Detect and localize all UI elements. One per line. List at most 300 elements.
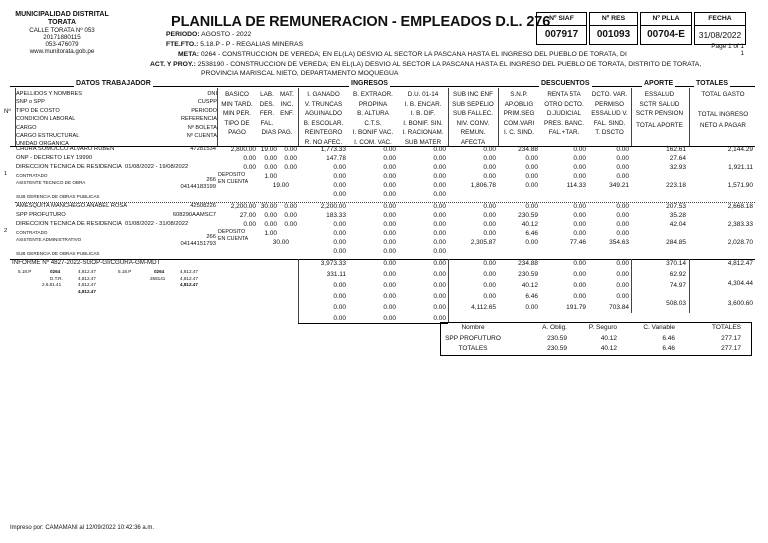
table-rule	[498, 88, 499, 146]
cell-col-headers-datos-right-3: REFERENCIA	[180, 116, 217, 123]
cell-workers-1-dni: 42508226	[190, 203, 216, 209]
cell-workers-1-c3-4: 0.00	[433, 239, 446, 246]
cell-resumen-left-col3-2: 4,812.47	[78, 282, 96, 287]
cell-workers-1-inc: 0.00	[284, 212, 297, 219]
cell-totals-c4-1: 0.00	[483, 271, 496, 278]
cell-col-headers-datos-right-5: Nº CUENTA	[186, 133, 217, 140]
cell-workers-0-boleta: 266	[206, 177, 216, 183]
cell-col-headers-c9-0: TOTAL GASTO	[701, 91, 745, 98]
cell-col-headers-c2-3: C.T.S.	[364, 119, 382, 127]
cell-workers-1-c6-3: 0.00	[573, 230, 586, 237]
cell-workers-1-c5-3: 6.46	[525, 230, 538, 237]
cell-col-headers-c4-3: NIV. CONV.	[456, 119, 490, 127]
cell-workers-0-c3-4: 0.00	[433, 182, 446, 189]
cell-totals-c3-1: 0.00	[433, 271, 446, 278]
cell-col-headers-c7-4: T. DSCTO	[595, 129, 624, 137]
cell-workers-0-c8-3: 223.18	[666, 182, 686, 189]
cell-workers-1-c1-3: 0.00	[333, 230, 346, 237]
cell-workers-0-c4-1: 0.00	[483, 155, 496, 162]
cell-header-boxes-0-value: 007917	[544, 29, 579, 40]
cell-workers-1-dias-pag: 30.00	[272, 239, 289, 246]
cell-workers-1-unidad: SUB GERENCIA DE OBRAS PUBLICAS	[16, 251, 100, 256]
cell-workers-1-c9-2: 2,028.70	[727, 239, 753, 246]
periodo-line	[166, 31, 251, 39]
cell-workers-1-c5-1: 230.59	[518, 212, 538, 219]
org-ruc: 20171880115	[43, 34, 81, 42]
cell-col-headers-c3-3: I. BONIF. SIN.	[403, 119, 443, 127]
cell-col-headers-mat-2: ENF.	[280, 110, 294, 118]
cell-resumen-left-col5-1: 268141	[150, 275, 166, 281]
cell-col-headers-basico-2: MIN PER.	[223, 110, 251, 118]
siaf-box	[536, 12, 587, 45]
cell-totals-c4-2: 0.00	[483, 282, 496, 289]
cell-resumen-left-col2-1: D.T.R.	[50, 275, 63, 281]
org-name: MUNICIPALIDAD DISTRITAL	[15, 11, 109, 18]
cell-col-headers-c4-0: SUB INC ENF	[453, 91, 493, 98]
cell-workers-1-fer: 0.00	[264, 221, 277, 228]
meta-line	[178, 51, 627, 59]
cell-workers-0-name: CHURA SOMOCCO ALVARO RUBEN	[16, 146, 115, 152]
table-rule	[631, 88, 632, 146]
cell-totals-c1-3: 0.00	[333, 293, 346, 300]
cell-workers-0-fal: 1.00	[264, 173, 277, 180]
cell-workers-0-c7-1: 0.00	[616, 155, 629, 162]
cell-totals-c5-1: 230.59	[518, 271, 538, 278]
cell-afp-table-rows-1-3: 6.46	[662, 345, 675, 352]
cell-workers-0-c7-0: 0.00	[616, 146, 629, 153]
cell-workers-1-name: AMESQUITA MANCHEGO ANABEL ROSA	[16, 203, 128, 209]
cell-totals-c7-4: 703.84	[609, 304, 629, 311]
cell-workers-0-c3-5: 0.00	[433, 191, 446, 198]
cell-workers-1-c7-1: 0.00	[616, 212, 629, 219]
actproy-value: 2538190 - CONSTRUCCION DE VEREDA; EN EL(LA) DESVIO AL SECTOR LA PASCANA HASTA EL INGRESO DEL PUEBLO DE TORATA, DISTRITO DE TORATA,	[197, 61, 702, 68]
cell-resumen-left-col3-0: 4,812.47	[78, 269, 96, 274]
cell-workers-1-c3-0: 0.00	[433, 203, 446, 210]
table-rule	[298, 323, 448, 324]
cell-workers-1-c9-1: 2,383.33	[727, 221, 753, 228]
page-count	[700, 43, 744, 58]
cell-workers-1-des: 0.00	[264, 212, 277, 219]
col-desc-1	[498, 90, 540, 138]
cell-workers-1-c6-0: 0.00	[573, 203, 586, 210]
cell-resumen-left-col1-0: 5.18.P	[18, 269, 32, 274]
cell-workers-1-c2-3: 0.00	[383, 230, 396, 237]
cell-totals-c1-1: 331.11	[326, 271, 346, 278]
fuente-line	[166, 41, 303, 49]
col-datos-right	[160, 90, 217, 140]
cell-totals-c1-4: 0.00	[333, 304, 346, 311]
cell-totals-c3-5: 0.00	[433, 315, 446, 322]
cell-workers-0-c6-1: 0.00	[573, 155, 586, 162]
cell-col-headers-lab-0: LAB.	[260, 91, 274, 98]
cell-workers-1-lab: 30.00	[260, 203, 277, 210]
cell-workers-0-min-tard: 0.00	[243, 155, 256, 162]
cell-totals-c7-2: 0.00	[616, 282, 629, 289]
col-ingreso-2	[348, 90, 398, 148]
cell-col-headers-datos-left-4: CARGO	[16, 124, 37, 131]
cell-workers-0-c2-2: 0.00	[383, 164, 396, 171]
cell-col-headers-c3-1: I. B. ENCAR.	[404, 100, 442, 108]
cell-workers-0-c9-0: 2,144.29	[727, 146, 753, 153]
cell-resumen-left-col5-0: 0264	[154, 269, 165, 274]
col-basico	[218, 90, 256, 138]
cell-header-boxes-1-value: 001093	[596, 29, 631, 40]
org-web: www.munitorata.gob.pe	[29, 48, 95, 56]
cell-workers-0-nro: 1	[4, 171, 8, 177]
cell-col-headers-datos-right-4: Nº BOLETA	[187, 124, 217, 131]
cell-workers-0-inc: 0.00	[284, 155, 297, 162]
cell-workers-0-c5-4: 0.00	[525, 182, 538, 189]
cell-totals-c6-3: 0.00	[573, 293, 586, 300]
table-rule	[689, 259, 690, 313]
section-descuentos: DESCUENTOS	[541, 80, 590, 87]
actproy-line	[150, 61, 701, 69]
cell-workers-1-c4-1: 0.00	[483, 212, 496, 219]
cell-totals-c1-0: 3,973.33	[320, 260, 346, 267]
cell-workers-1-c6-1: 0.00	[573, 212, 586, 219]
cell-workers-1-min-tard: 27.00	[239, 212, 256, 219]
cell-afp-table-headers-1: A. Oblig.	[542, 324, 567, 331]
cell-totals-c8-1: 62.92	[669, 271, 686, 278]
cell-workers-0-c7-4: 349.21	[609, 182, 629, 189]
cell-workers-1-c6-4: 77.46	[569, 239, 586, 246]
cell-col-headers-datos-right-0: DNI	[207, 91, 217, 97]
cell-totals-c2-2: 0.00	[383, 282, 396, 289]
cell-workers-1-snp: SPP PROFUTURO	[16, 212, 66, 218]
cell-workers-1-c4-0: 0.00	[483, 203, 496, 210]
cell-afp-table-rows-1-4: 277.17	[721, 345, 741, 352]
col-mat	[277, 90, 297, 119]
cell-col-headers-datos-left-6: UNIDAD ORGANICA	[16, 141, 69, 148]
cell-workers-1-c8-2: 42.04	[669, 221, 686, 228]
cell-workers-0-cargo: ASISTENTE TECNICO DE OBRA	[16, 180, 86, 185]
cell-col-headers-c8-3: TOTAL APORTE	[636, 121, 683, 129]
cell-col-headers-c9-2: NETO A PAGAR	[700, 122, 746, 130]
cell-afp-table-rows-0-0: SPP PROFUTURO	[445, 334, 501, 342]
cell-workers-1-enf: 0.00	[284, 221, 297, 228]
cell-workers-0-enf: 0.00	[284, 164, 297, 171]
cell-workers-0-c4-0: 0.00	[483, 146, 496, 153]
cell-workers-1-cuenta: 04144151793	[180, 241, 216, 247]
table-rule	[448, 88, 449, 146]
informe-ref: INFORME Nº 4827-2022-SGOP-GI/CGURA-GM-MDT	[12, 259, 161, 266]
cell-col-headers-c1-0: I. GANADO	[307, 91, 340, 98]
cell-workers-1-periodo: 01/08/2022 - 31/08/2022	[125, 221, 189, 227]
cell-workers-0-snp: ONP - DECRETO LEY 19990	[16, 155, 93, 161]
cell-totals-c6-2: 0.00	[573, 282, 586, 289]
cell-workers-1-c5-2: 40.12	[521, 221, 538, 228]
cell-totals-c3-0: 0.00	[433, 260, 446, 267]
cell-workers-0-c4-4: 1,806.78	[470, 182, 496, 189]
cell-totals-c3-4: 0.00	[433, 304, 446, 311]
cell-workers-1-c3-2: 0.00	[433, 221, 446, 228]
cell-totals-c1-5: 0.00	[333, 315, 346, 322]
cell-header-boxes-3-value: 31/08/2022	[698, 30, 742, 40]
cell-workers-1-c2-2: 0.00	[383, 221, 396, 228]
cell-col-headers-c9-1: TOTAL INGRESO	[697, 110, 749, 118]
cell-resumen-left-col6-0: 4,812.47	[180, 269, 198, 274]
cell-header-boxes-3-label: FECHA	[695, 13, 745, 26]
cell-workers-0-fer: 0.00	[264, 164, 277, 171]
cell-workers-1-c8-0: 207.53	[666, 203, 686, 210]
cell-workers-1-c2-4: 0.00	[383, 239, 396, 246]
table-rule	[298, 259, 299, 323]
cell-col-headers-c2-1: PROPINA	[358, 100, 388, 108]
col-desc-2	[540, 90, 588, 138]
cell-workers-0-c3-0: 0.00	[433, 146, 446, 153]
col-ingreso-1	[299, 90, 348, 148]
cell-workers-0-c3-2: 0.00	[433, 164, 446, 171]
cell-totals-c2-5: 0.00	[383, 315, 396, 322]
cell-workers-0-cuenta: 04144183199	[180, 184, 216, 190]
cell-workers-0-unidad: SUB GERENCIA DE OBRAS PUBLICAS	[16, 194, 100, 199]
section-datos: DATOS TRABAJADOR	[76, 80, 151, 87]
cell-workers-0-c1-3: 0.00	[333, 173, 346, 180]
cell-col-headers-c4-5: AFECTA	[460, 138, 486, 146]
cell-totals-c3-2: 0.00	[433, 282, 446, 289]
cell-workers-1-c1-2: 0.00	[333, 221, 346, 228]
cell-workers-1-cargo: ASISTENTE ADMINISTRATIVO	[16, 237, 82, 242]
cell-workers-0-c8-0: 162.61	[666, 146, 686, 153]
cell-workers-0-dni: 47281534	[190, 146, 216, 152]
cell-workers-0-c6-0: 0.00	[573, 146, 586, 153]
cell-col-headers-c4-1: SUB SEPELIO	[452, 100, 494, 108]
cell-col-headers-c6-2: D.JUDICIAL	[546, 110, 582, 118]
cell-totals-c2-1: 0.00	[383, 271, 396, 278]
cell-col-headers-c2-5: I. COM. VAC.	[354, 138, 392, 146]
cell-col-headers-c2-2: B. ALTURA	[357, 110, 389, 118]
cell-col-headers-c7-1: PERMISO	[594, 100, 625, 108]
cell-header-boxes-2-value: 00704-E	[647, 29, 685, 40]
cell-workers-0-tipo-costo: DIRECCION TECNICA DE RESIDENCIA	[16, 164, 122, 170]
cell-totals-c3-3: 0.00	[433, 293, 446, 300]
cell-afp-table-rows-0-3: 6.46	[662, 334, 675, 342]
section-ingresos: INGRESOS	[351, 80, 388, 87]
cell-totals-c5-2: 40.12	[521, 282, 538, 289]
cell-workers-1-c6-2: 0.00	[573, 221, 586, 228]
cell-totals-c7-3: 0.00	[616, 293, 629, 300]
cell-workers-0-c2-3: 0.00	[383, 173, 396, 180]
cell-totals-c2-4: 0.00	[383, 304, 396, 311]
col-ingreso-3	[398, 90, 448, 148]
cell-workers-1-c7-4: 354.63	[609, 239, 629, 246]
org-block	[8, 11, 116, 56]
cell-afp-table-rows-1-2: 40.12	[600, 345, 617, 352]
org-district: TORATA	[48, 19, 76, 27]
cell-workers-0-c7-3: 0.00	[616, 173, 629, 180]
plla-box	[640, 12, 692, 45]
cell-col-headers-basico-4: PAGO	[228, 129, 246, 137]
cell-col-headers-c2-4: I. BONIF VAC.	[352, 129, 394, 137]
cell-workers-1-basico: 2,200.00	[230, 203, 256, 210]
cell-workers-1-c4-4: 2,305.87	[470, 239, 496, 246]
cell-totals-c1-2: 0.00	[333, 282, 346, 289]
cell-workers-1-c1-1: 183.33	[326, 212, 346, 219]
cell-workers-1-c1-4: 0.00	[333, 239, 346, 246]
cell-totals-c8-4: 508.03	[666, 300, 686, 307]
cell-totals-c6-1: 0.00	[573, 271, 586, 278]
cell-totals-c8-2: 74.97	[669, 282, 686, 289]
fecha-box	[694, 12, 746, 45]
cell-col-headers-c2-0: B. EXTRAOR.	[353, 91, 393, 98]
cell-workers-0-periodo: 01/08/2022 - 19/08/2022	[125, 164, 189, 170]
cell-workers-0-c2-0: 0.00	[383, 146, 396, 153]
cell-col-headers-datos-left-1: SNP o SPP	[16, 99, 45, 106]
cell-workers-1-c5-4: 0.00	[525, 239, 538, 246]
periodo-value: AGOSTO - 2022	[201, 31, 252, 38]
cell-afp-table-rows-0-2: 40.12	[600, 334, 617, 342]
actproy-line2: PROVINCIA MARISCAL NIETO, DEPARTAMENTO MOQUEGUA	[201, 70, 399, 77]
cell-afp-table-headers-0: Nombre	[461, 324, 485, 331]
table-rule	[217, 88, 218, 146]
cell-header-page-label: Page 1 of 1	[711, 43, 744, 50]
col-dias-pag: DIAS PAG.	[261, 129, 293, 136]
afp-row	[441, 334, 751, 345]
cell-col-headers-c5-0: S.N.P.	[510, 91, 528, 98]
cell-workers-1-c9-0: 2,668.18	[727, 203, 753, 210]
cell-col-headers-c3-0: D.U. 01-14	[407, 91, 439, 98]
cell-workers-0-condicion: CONTRATADO	[16, 173, 48, 178]
table-rule	[631, 259, 632, 313]
cell-col-headers-c1-5: R. NO AFEC.	[304, 138, 343, 146]
cell-workers-1-c7-3: 0.00	[616, 230, 629, 237]
cell-totals-c4-0: 0.00	[483, 260, 496, 267]
cell-col-headers-c1-3: B. ESCOLAR.	[303, 119, 344, 127]
cell-totals-c9-2: 4,304.44	[727, 280, 753, 287]
cell-workers-0-c9-2: 1,571.90	[727, 182, 753, 189]
cell-workers-1-c8-1: 35.28	[669, 212, 686, 219]
cell-totals-c7-0: 0.00	[616, 260, 629, 267]
cell-col-headers-lab-2: FER.	[259, 110, 275, 118]
cell-totals-c2-0: 0.00	[383, 260, 396, 267]
cell-workers-1-c3-5: 0.00	[433, 248, 446, 255]
cell-resumen-left-col2-0: 0264	[50, 269, 61, 274]
cell-totals-c6-0: 0.00	[573, 260, 586, 267]
cell-resumen-left-col3-1: 4,812.47	[78, 275, 96, 281]
cell-workers-0-c5-1: 0.00	[525, 155, 538, 162]
col-ingreso-4	[448, 90, 498, 148]
cell-col-headers-datos-left-5: CARGO ESTRUCTURAL	[16, 133, 80, 140]
cell-workers-0-c7-2: 0.00	[616, 164, 629, 171]
cell-afp-table-rows-0-1: 230.59	[547, 334, 567, 342]
cell-workers-0-c6-3: 0.00	[573, 173, 586, 180]
cell-workers-0-c2-4: 0.00	[383, 182, 396, 189]
cell-workers-0-c1-0: 1,773.33	[320, 146, 346, 153]
cell-workers-0-lab: 19.00	[260, 146, 277, 153]
cell-col-headers-c5-4: I. C. SIND.	[503, 129, 535, 137]
cell-workers-0-c1-2: 0.00	[333, 164, 346, 171]
meta-value: 0264 - CONSTRUCCION DE VEREDA; EN EL(LA) DESVIO AL SECTOR LA PASCANA HASTA EL INGRESO DEL PUEBLO DE TORATA, DI	[200, 51, 627, 58]
cell-col-headers-mat-1: INC.	[280, 100, 294, 108]
cell-col-headers-c6-0: RENTA 5TA	[547, 91, 581, 98]
cell-resumen-left-col6-2: 4,812.47	[180, 282, 198, 287]
cell-workers-0-c8-2: 32.93	[669, 164, 686, 171]
col-aporte	[631, 90, 688, 133]
cell-workers-0-c5-3: 0.00	[525, 173, 538, 180]
cell-workers-1-c2-0: 0.00	[383, 203, 396, 210]
cell-header-boxes-2-label: Nº PLLA	[641, 13, 691, 26]
cell-afp-table-headers-4: TOTALES	[711, 324, 741, 331]
cell-col-headers-c5-3: COM.VARI	[503, 119, 535, 127]
cell-col-headers-c6-4: FAL.+TAR.	[548, 129, 580, 137]
cell-col-headers-c8-1: SCTR SALUD	[639, 100, 680, 108]
cell-col-headers-c6-3: PRES. BANC.	[544, 119, 584, 127]
cell-col-headers-basico-1: MIN TARD.	[221, 100, 253, 108]
cell-resumen-left-col2-2: 2.6.81.41	[42, 282, 62, 287]
cell-totals-c5-0: 234.88	[518, 260, 538, 267]
cell-header-actproy-label: ACT. Y PROY.:	[150, 61, 196, 68]
cell-workers-1-c2-1: 0.00	[383, 212, 396, 219]
cell-workers-1-c8-3: 284.85	[666, 239, 686, 246]
print-footer: Impreso por: CAMAMANI al 12/09/2022 10:42:36 a.m.	[10, 525, 155, 531]
cell-workers-1-mat: 0.00	[284, 203, 297, 210]
cell-workers-1-boleta: 266	[206, 234, 216, 240]
afp-header-row	[441, 323, 751, 334]
cell-totals-c7-1: 0.00	[616, 271, 629, 278]
col-totales	[689, 90, 757, 133]
cell-workers-0-des: 0.00	[264, 155, 277, 162]
cell-col-headers-c3-4: I. RACIONAM.	[402, 129, 444, 137]
cell-col-headers-c1-2: AGUINALDO	[304, 110, 343, 118]
cell-workers-0-c9-1: 1,921.11	[728, 164, 753, 171]
cell-header-boxes-1-label: Nº RES	[590, 13, 637, 26]
cell-totals-c8-0: 370.14	[666, 260, 686, 267]
cell-afp-table-rows-0-4: 277.17	[721, 334, 741, 342]
cell-workers-1-tipo-pago: DEPOSITO EN CUENTA	[218, 229, 249, 242]
cell-workers-0-dias-pag: 19.00	[272, 182, 289, 189]
cell-workers-1-c7-0: 0.00	[616, 203, 629, 210]
fuente-value: 5.18.P - P - REGALIAS MINERAS	[200, 41, 304, 48]
cell-col-headers-c3-2: I. B. DIF.	[410, 110, 436, 118]
table-rule	[448, 259, 449, 323]
afp-total-row	[441, 344, 751, 355]
col-lab	[257, 90, 277, 128]
cell-workers-1-min-per: 0.00	[243, 221, 256, 228]
cell-workers-1-cuspp: 608290AAMSC7	[172, 212, 216, 218]
cell-afp-table-rows-1-0: TOTALES	[458, 345, 488, 352]
cell-col-headers-basico-3: TIPO DE	[224, 119, 250, 127]
cell-col-headers-c5-1: AP.OBLIG	[504, 100, 534, 108]
cell-workers-0-c1-4: 0.00	[333, 182, 346, 189]
cell-workers-1-c4-2: 0.00	[483, 221, 496, 228]
cell-workers-0-min-per: 0.00	[243, 164, 256, 171]
cell-workers-1-c7-2: 0.00	[616, 221, 629, 228]
page-title: PLANILLA DE REMUNERACION - EMPLEADOS D.L. 276	[171, 14, 551, 30]
cell-workers-0-c5-0: 234.88	[518, 146, 538, 153]
col-datos-left	[16, 90, 82, 149]
cell-workers-1-c2-5: 0.00	[383, 248, 396, 255]
cell-afp-table-rows-1-1: 230.59	[547, 345, 567, 352]
cell-workers-0-c3-1: 0.00	[433, 155, 446, 162]
org-phone: 053-476079	[45, 41, 79, 49]
cell-workers-1-nro: 2	[4, 228, 8, 234]
cell-totals-c5-4: 0.00	[525, 304, 538, 311]
col-nro: Nº	[4, 108, 11, 115]
cell-afp-table-headers-3: C. Variable	[643, 324, 675, 331]
cell-workers-0-c1-5: 0.00	[333, 191, 346, 198]
cell-workers-1-fal: 1.00	[264, 230, 277, 237]
cell-workers-1-c3-3: 0.00	[433, 230, 446, 237]
cell-totals-c9-4: 3,600.60	[727, 300, 753, 307]
cell-col-headers-mat-0: MAT.	[280, 91, 294, 98]
table-rule	[689, 88, 690, 146]
cell-workers-0-c4-2: 0.00	[483, 164, 496, 171]
cell-workers-0-mat: 0.00	[284, 146, 297, 153]
cell-workers-1-tipo-costo: DIRECCION TECNICA DE RESIDENCIA	[16, 221, 122, 227]
cell-workers-0-basico: 2,800.00	[230, 146, 256, 153]
cell-workers-1-c1-0: 2,200.00	[320, 203, 346, 210]
cell-col-headers-datos-left-3: CONDICIÓN LABORAL	[16, 116, 76, 123]
